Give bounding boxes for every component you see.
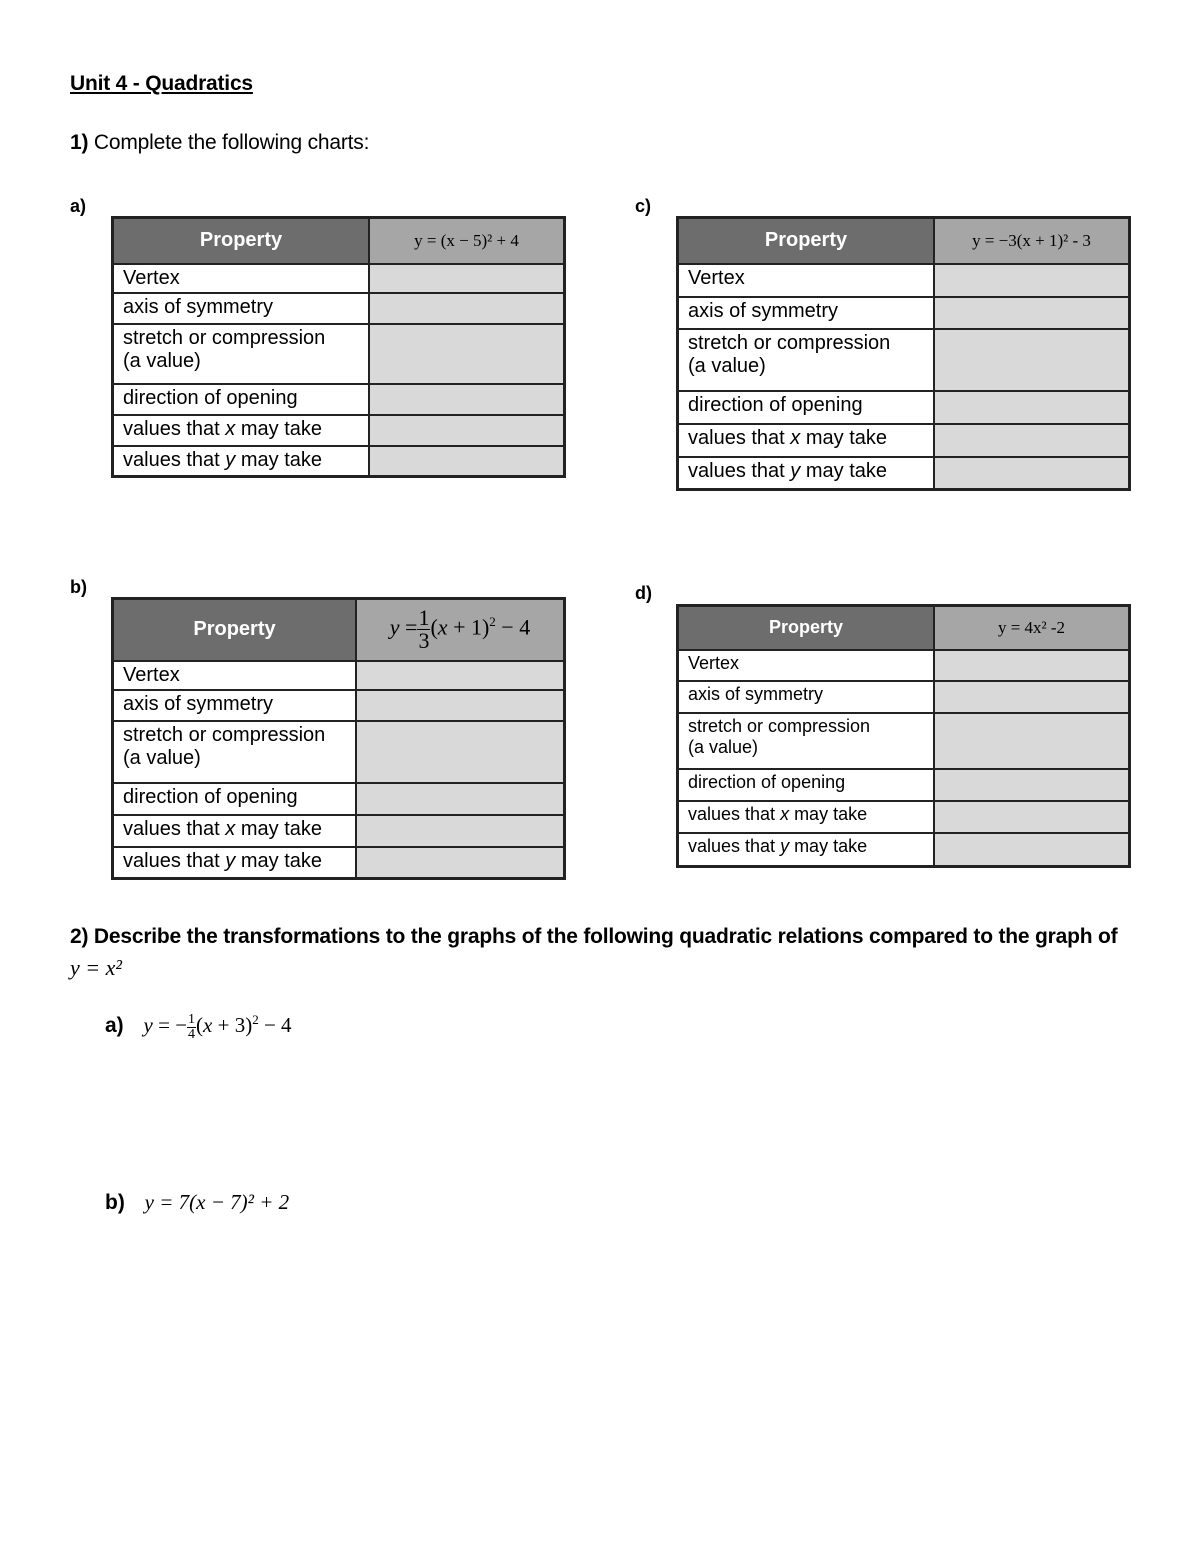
chart-b-equation-header: y = $\frac{1}{3}$ $(x + 1)^2 - 4$ [356, 599, 565, 661]
chart-d-answer-axis[interactable] [934, 681, 1130, 713]
chart-a-xvals-pre: values that [123, 417, 226, 440]
chart-c-stretch-line1: stretch or compression [688, 331, 891, 354]
chart-b-stretch-line1: stretch or compression [123, 723, 326, 746]
chart-d-row-stretch [678, 713, 935, 769]
chart-b-row-axis: axis of symmetry [113, 690, 357, 721]
chart-b-answer-xvalues[interactable] [356, 815, 565, 847]
chart-d-answer-yvalues[interactable] [934, 833, 1130, 867]
chart-d-stretch-line2: (a value) [688, 736, 759, 757]
chart-c-answer-direction[interactable] [934, 391, 1130, 424]
chart-c-row-yvalues [678, 457, 935, 490]
chart-a-x: x [225, 417, 236, 440]
chart-c-y: y [790, 459, 801, 482]
chart-d-y: y [780, 835, 790, 856]
chart-c-row-xvalues [678, 424, 935, 457]
chart-a-yvals-post: may take [235, 448, 322, 471]
chart-a-equation-header: y = (x − 5)² + 4 [369, 218, 565, 264]
question-2 [70, 925, 1150, 949]
chart-a-answer-stretch[interactable] [369, 324, 565, 384]
chart-a-label: a) [70, 196, 87, 216]
chart-c-label: c) [635, 196, 652, 216]
chart-d-xvals-pre: values that [688, 803, 781, 824]
chart-a-answer-yvalues[interactable] [369, 446, 565, 477]
question-2a-label: a) [105, 1014, 124, 1037]
base-equation-text: y = x² [70, 955, 122, 980]
chart-b-property-header: Property [113, 599, 357, 661]
chart-c-property-header: Property [678, 218, 935, 264]
chart-c-row-vertex: Vertex [678, 264, 935, 297]
chart-b-answer-stretch[interactable] [356, 721, 565, 783]
chart-c-equation-header: y = −3(x + 1)² - 3 [934, 218, 1130, 264]
chart-c-x: x [790, 426, 801, 449]
chart-a-row-direction: direction of opening [113, 384, 370, 415]
chart-b-row-direction: direction of opening [113, 783, 357, 815]
chart-c-row-direction: direction of opening [678, 391, 935, 424]
chart-b-yvals-pre: values that [123, 849, 226, 872]
chart-b-answer-vertex[interactable] [356, 661, 565, 690]
chart-d-row-yvalues [678, 833, 935, 867]
chart-a-stretch-line1: stretch or compression [123, 326, 326, 349]
chart-c-answer-vertex[interactable] [934, 264, 1130, 297]
chart-d-equation-header: y = 4x² -2 [934, 606, 1130, 650]
chart-c-xvals-post: may take [800, 426, 887, 449]
chart-c-answer-yvalues[interactable] [934, 457, 1130, 490]
chart-c-xvals-pre: values that [688, 426, 791, 449]
chart-a-answer-xvalues[interactable] [369, 415, 565, 446]
chart-a-row-xvalues [113, 415, 370, 446]
chart-d-label: d) [635, 583, 652, 603]
chart-b-row-yvalues [113, 847, 357, 879]
chart-c-row-axis: axis of symmetry [678, 297, 935, 329]
chart-b-row-stretch [113, 721, 357, 783]
chart-a-property-header: Property [113, 218, 370, 264]
chart-b-xvals-pre: values that [123, 817, 226, 840]
chart-c-yvals-pre: values that [688, 459, 791, 482]
question-2a-equation: y = − $\frac{1}{4}$ $(x + 3)^2 - 4$ [143, 1011, 292, 1042]
question-1-number: 1) [70, 131, 89, 154]
question-1 [70, 131, 369, 155]
one-third-fraction: $\frac{1}{3}$ [418, 605, 430, 654]
chart-b-answer-direction[interactable] [356, 783, 565, 815]
chart-a-xvals-post: may take [235, 417, 322, 440]
chart-a-answer-vertex[interactable] [369, 264, 565, 293]
chart-a-row-axis: axis of symmetry [113, 293, 370, 324]
chart-b-y: y [225, 849, 236, 872]
chart-b-xvals-post: may take [235, 817, 322, 840]
question-2a [105, 1012, 292, 1042]
chart-d [676, 604, 1131, 868]
chart-a-row-yvalues [113, 446, 370, 477]
chart-a-stretch-line2: (a value) [123, 349, 201, 372]
chart-d-row-axis: axis of symmetry [678, 681, 935, 713]
chart-c-row-stretch [678, 329, 935, 391]
chart-c-yvals-post: may take [800, 459, 887, 482]
chart-a-answer-direction[interactable] [369, 384, 565, 415]
chart-b-stretch-line2: (a value) [123, 746, 201, 769]
chart-d-row-direction: direction of opening [678, 769, 935, 801]
question-2b-label: b) [105, 1191, 125, 1214]
chart-d-answer-stretch[interactable] [934, 713, 1130, 769]
question-2b [105, 1190, 289, 1215]
chart-c-stretch-line2: (a value) [688, 354, 766, 377]
chart-a-y: y [225, 448, 236, 471]
chart-d-xvals-post: may take [789, 803, 868, 824]
chart-c-answer-stretch[interactable] [934, 329, 1130, 391]
chart-b-answer-axis[interactable] [356, 690, 565, 721]
chart-c-answer-xvalues[interactable] [934, 424, 1130, 457]
chart-d-yvals-pre: values that [688, 835, 781, 856]
chart-d-answer-vertex[interactable] [934, 650, 1130, 681]
chart-b-label: b) [70, 577, 87, 597]
page-title: Unit 4 - Quadratics [70, 72, 253, 95]
question-2-number: 2) [70, 925, 89, 948]
one-quarter-fraction: $\frac{1}{4}$ [188, 1011, 196, 1042]
chart-a-row-stretch [113, 324, 370, 384]
chart-c [676, 216, 1131, 491]
chart-b [111, 597, 566, 880]
chart-b-row-xvalues [113, 815, 357, 847]
chart-c-answer-axis[interactable] [934, 297, 1130, 329]
chart-d-row-vertex: Vertex [678, 650, 935, 681]
chart-d-answer-xvalues[interactable] [934, 801, 1130, 833]
question-1-text: Complete the following charts: [93, 131, 370, 154]
chart-b-answer-yvalues[interactable] [356, 847, 565, 879]
chart-d-x: x [780, 803, 790, 824]
chart-b-yvals-post: may take [235, 849, 322, 872]
chart-d-stretch-line1: stretch or compression [688, 715, 871, 736]
chart-a [111, 216, 566, 478]
chart-d-answer-direction[interactable] [934, 769, 1130, 801]
chart-a-answer-axis[interactable] [369, 293, 565, 324]
chart-a-row-vertex: Vertex [113, 264, 370, 293]
chart-b-x: x [225, 817, 236, 840]
question-2-base-equation [70, 955, 122, 981]
chart-d-property-header: Property [678, 606, 935, 650]
chart-d-row-xvalues [678, 801, 935, 833]
question-2b-equation: y = 7(x − 7)² + 2 [144, 1190, 290, 1214]
chart-a-yvals-pre: values that [123, 448, 226, 471]
question-2-text: Describe the transformations to the graphs of the following quadratic relations compared to the graph of [93, 925, 1118, 948]
chart-d-yvals-post: may take [789, 835, 868, 856]
chart-b-row-vertex: Vertex [113, 661, 357, 690]
